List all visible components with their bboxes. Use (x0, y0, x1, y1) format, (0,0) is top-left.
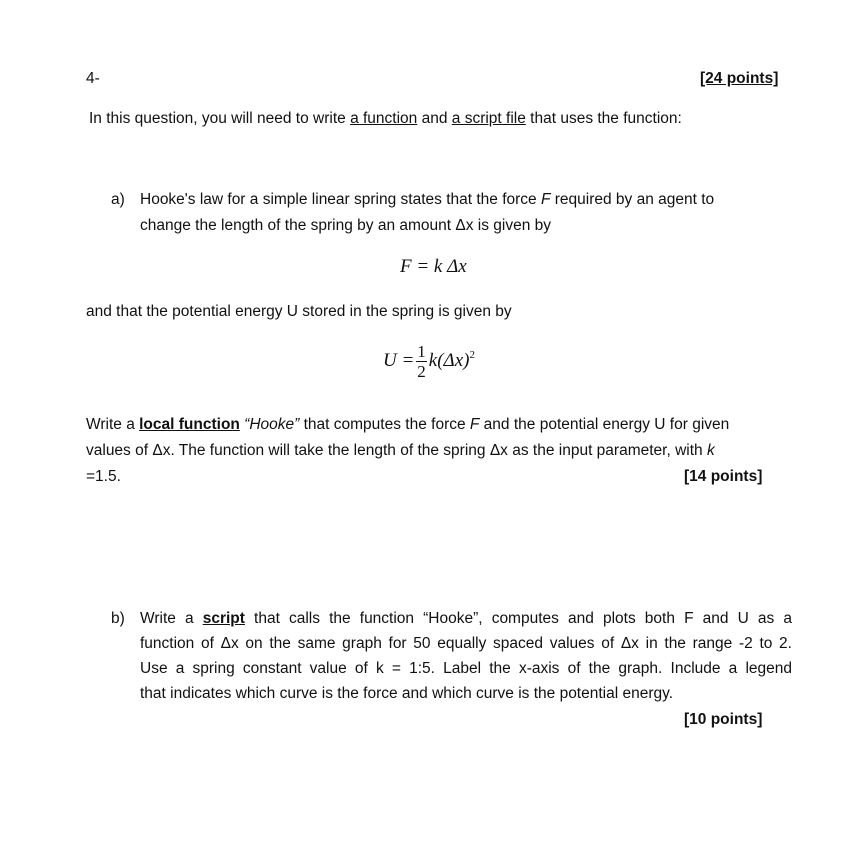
k-variable: k (706, 442, 715, 459)
fraction-numerator: 1 (417, 342, 426, 361)
task-line-3: =1.5. (86, 468, 121, 485)
task-line-1 (86, 416, 729, 434)
a-function-phrase: a function (350, 110, 418, 127)
eq1-rhs: = k Δx (416, 256, 467, 277)
task-text-mid: that computes the force (299, 416, 470, 433)
hooke-force-equation (400, 256, 467, 278)
part-a-line-1-text: Hooke's law for a simple linear spring states that the force (140, 191, 541, 208)
fraction-denominator: 2 (417, 362, 426, 381)
a-script-file-phrase: a script file (451, 110, 526, 127)
part-b-line-1 (140, 610, 792, 628)
part-a-line-2: change the length of the spring by an amount Δx is given by (140, 217, 552, 234)
eq2-lhs: U = (383, 349, 415, 371)
eq2-rhs: k(Δx) (428, 349, 470, 371)
part-a-line-1-tail: required by an agent to (550, 191, 715, 208)
part-b-line-3: Use a spring constant value of k = 1:5. Label the x-axis of the graph. Include a legend (140, 660, 792, 677)
potential-energy-intro: and that the potential energy U stored in the spring is given by (86, 303, 512, 320)
part-a-label: a) (111, 191, 125, 208)
part-b-points: [10 points] (684, 711, 763, 728)
total-points: [24 points] (700, 70, 779, 87)
part-b-line-1-post: that calls the function “Hooke”, computes and plots both F and U as a (244, 610, 792, 627)
part-a-line-1 (140, 191, 714, 209)
question-number: 4- (86, 70, 100, 87)
hooke-function-name: “Hooke” (239, 416, 300, 433)
part-a-points: [14 points] (684, 468, 763, 485)
eq2-exponent: 2 (469, 348, 475, 361)
part-b-line-1-pre: Write a (140, 610, 203, 627)
eq1-lhs: F (400, 256, 412, 277)
intro-text-1: In this question, you will need to write (89, 110, 351, 127)
intro-text-3: that uses the function: (525, 110, 682, 127)
potential-energy-equation (383, 343, 475, 380)
part-b-line-4: that indicates which curve is the force and which curve is the potential energy. (140, 685, 674, 702)
task-force-variable: F (469, 416, 480, 433)
local-function-phrase: local function (139, 416, 240, 433)
one-half-fraction (416, 343, 427, 380)
intro-text-2: and (417, 110, 452, 127)
force-variable: F (540, 191, 551, 208)
intro-paragraph (89, 110, 682, 128)
part-b-label: b) (111, 610, 125, 627)
script-phrase: script (202, 610, 245, 627)
part-b-line-2: function of Δx on the same graph for 50 equally spaced values of Δx in the range -2 to 2. (140, 635, 792, 652)
task-text-post: and the potential energy U for given (479, 416, 730, 433)
task-text-pre: Write a (86, 416, 140, 433)
task-line-2 (86, 442, 715, 460)
task-line-2-text: values of Δx. The function will take the length of the spring Δx as the input parameter, with (86, 442, 707, 459)
